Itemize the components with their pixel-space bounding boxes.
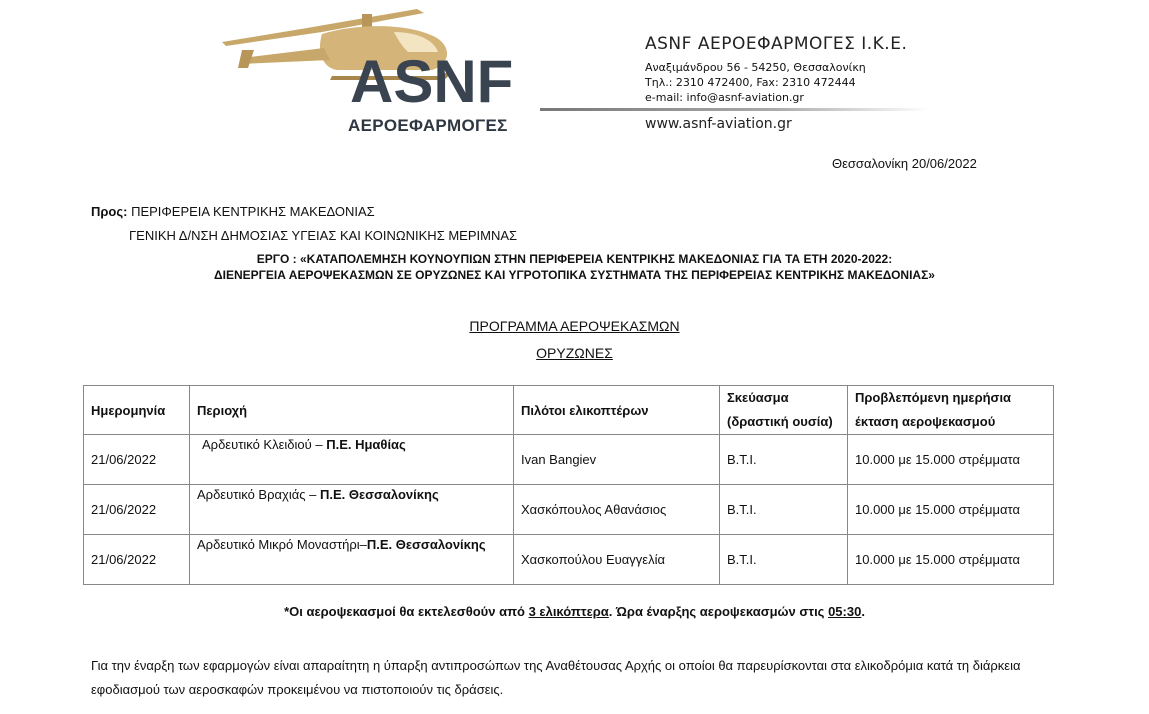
project-title-line-1: ΕΡΓΟ : «ΚΑΤΑΠΟΛΕΜΗΣΗ ΚΟΥΝΟΥΠΙΩΝ ΣΤΗΝ ΠΕΡΙΦΕΡΕΙΑ ΚΕΝΤΡΙΚΗΣ ΜΑΚΕΔΟΝΙΑΣ ΓΙΑ ΤΑ ΕΤΗ 2020-2022: xyxy=(256,252,893,266)
header-pilots: Πιλότοι ελικοπτέρων xyxy=(514,386,720,435)
cell-extent: 10.000 με 15.000 στρέμματα xyxy=(848,435,1054,485)
cell-area xyxy=(190,535,514,585)
company-info xyxy=(645,34,907,105)
cell-date: 21/06/2022 xyxy=(84,485,190,535)
table-row xyxy=(84,435,1054,485)
recipient-line-1 xyxy=(91,204,375,219)
cell-date: 21/06/2022 xyxy=(84,535,190,585)
company-website[interactable]: www.asnf-aviation.gr xyxy=(645,116,792,132)
cell-extent: 10.000 με 15.000 στρέμματα xyxy=(848,485,1054,535)
company-address: Αναξιμάνδρου 56 - 54250, Θεσσαλονίκη xyxy=(645,61,866,74)
cell-area xyxy=(190,485,514,535)
company-name: ASNF ΑΕΡΟΕΦΑΡΜΟΓΕΣ Ι.Κ.Ε. xyxy=(645,34,908,54)
program-subtitle: ΟΡΥΖΩΝΕΣ xyxy=(536,345,613,361)
header-formulation-1: Σκεύασμα xyxy=(727,390,789,405)
logo-wordmark xyxy=(350,52,530,110)
recipient-name: ΠΕΡΙΦΕΡΕΙΑ ΚΕΝΤΡΙΚΗΣ ΜΑΚΕΔΟΝΙΑΣ xyxy=(127,204,375,219)
area-place: Αρδευτικό Βραχιάς – xyxy=(197,487,320,502)
company-phones: Τηλ.: 2310 472400, Fax: 2310 472444 xyxy=(645,76,856,89)
logo-text: ASNF xyxy=(350,52,514,110)
note-part-2: . Ώρα έναρξης αεροψεκασμών στις xyxy=(608,604,829,619)
header-area: Περιοχή xyxy=(190,386,514,435)
note-part-3: . xyxy=(861,604,865,619)
representatives-paragraph: Για την έναρξη των εφαρμογών είναι απαραίτητη η ύπαρξη αντιπροσώπων της Αναθέτουσας Αρχής οι οποίοι θα παρευρίσκονται στα ελικοδρόμια κατά τη διάρκεια εφοδιασμού των αεροσκαφών προκειμένου να πιστοποιούν τις δράσεις. xyxy=(91,658,1021,697)
cell-pilot: Χασκόπουλος Αθανάσιος xyxy=(514,485,720,535)
area-place: Αρδευτικό Μικρό Μοναστήρι– xyxy=(197,537,367,552)
header-formulation-2: (δραστική ουσία) xyxy=(727,414,833,429)
logo-subtitle: ΑΕΡΟΕΦΑΡΜΟΓΕΣ xyxy=(348,116,508,135)
header-formulation xyxy=(720,386,848,435)
program-title: ΠΡΟΓΡΑΜΜΑ ΑΕΡΟΨΕΚΑΣΜΩΝ xyxy=(469,318,680,334)
spraying-schedule-table xyxy=(83,385,1054,585)
area-place: Αρδευτικό Κλειδιού – xyxy=(202,437,327,452)
recipient-line-2: ΓΕΝΙΚΗ Δ/ΝΣΗ ΔΗΜΟΣΙΑΣ ΥΓΕΙΑΣ ΚΑΙ ΚΟΙΝΩΝΙΚΗΣ ΜΕΡΙΜΝΑΣ xyxy=(129,228,518,243)
note-helicopters: 3 ελικόπτερα xyxy=(528,604,609,619)
company-email[interactable]: e-mail: info@asnf-aviation.gr xyxy=(645,91,804,104)
cell-pilot: Χασκοπούλου Ευαγγελία xyxy=(514,535,720,585)
document-date: Θεσσαλονίκη 20/06/2022 xyxy=(832,156,977,171)
cell-area xyxy=(190,435,514,485)
recipient-label: Προς: xyxy=(91,204,128,219)
area-pe: Π.Ε. Ημαθίας xyxy=(326,437,406,452)
table-row xyxy=(84,535,1054,585)
project-title xyxy=(0,251,1149,283)
table-header-row xyxy=(84,386,1054,435)
header-date: Ημερομηνία xyxy=(84,386,190,435)
area-pe: Π.Ε. Θεσσαλονίκης xyxy=(319,487,439,502)
header-extent-1: Προβλεπόμενη ημερήσια xyxy=(855,390,1012,405)
letterhead-rule xyxy=(540,108,930,111)
cell-date: 21/06/2022 xyxy=(84,435,190,485)
cell-formulation: B.T.I. xyxy=(720,485,848,535)
cell-extent: 10.000 με 15.000 στρέμματα xyxy=(848,535,1054,585)
header-extent xyxy=(848,386,1054,435)
area-pe: Π.Ε. Θεσσαλονίκης xyxy=(366,537,486,552)
project-title-line-2: ΔΙΕΝΕΡΓΕΙΑ ΑΕΡΟΨΕΚΑΣΜΩΝ ΣΕ ΟΡΥΖΩΝΕΣ ΚΑΙ ΥΓΡΟΤΟΠΙΚΑ ΣΥΣΤΗΜΑΤΑ ΤΗΣ ΠΕΡΙΦΕΡΕΙΑΣ ΚΕΝΤΡΙΚΗΣ ΜΑΚΕΔΟΝΙΑΣ» xyxy=(214,268,935,282)
note-part-1: *Οι αεροψεκασμοί θα εκτελεσθούν από xyxy=(284,604,529,619)
note-time: 05:30 xyxy=(828,604,862,619)
cell-pilot: Ivan Bangiev xyxy=(514,435,720,485)
cell-formulation: B.T.I. xyxy=(720,435,848,485)
header-extent-2: έκταση αεροψεκασμού xyxy=(855,414,996,429)
cell-formulation: B.T.I. xyxy=(720,535,848,585)
execution-note xyxy=(0,604,1149,619)
table-row xyxy=(84,485,1054,535)
